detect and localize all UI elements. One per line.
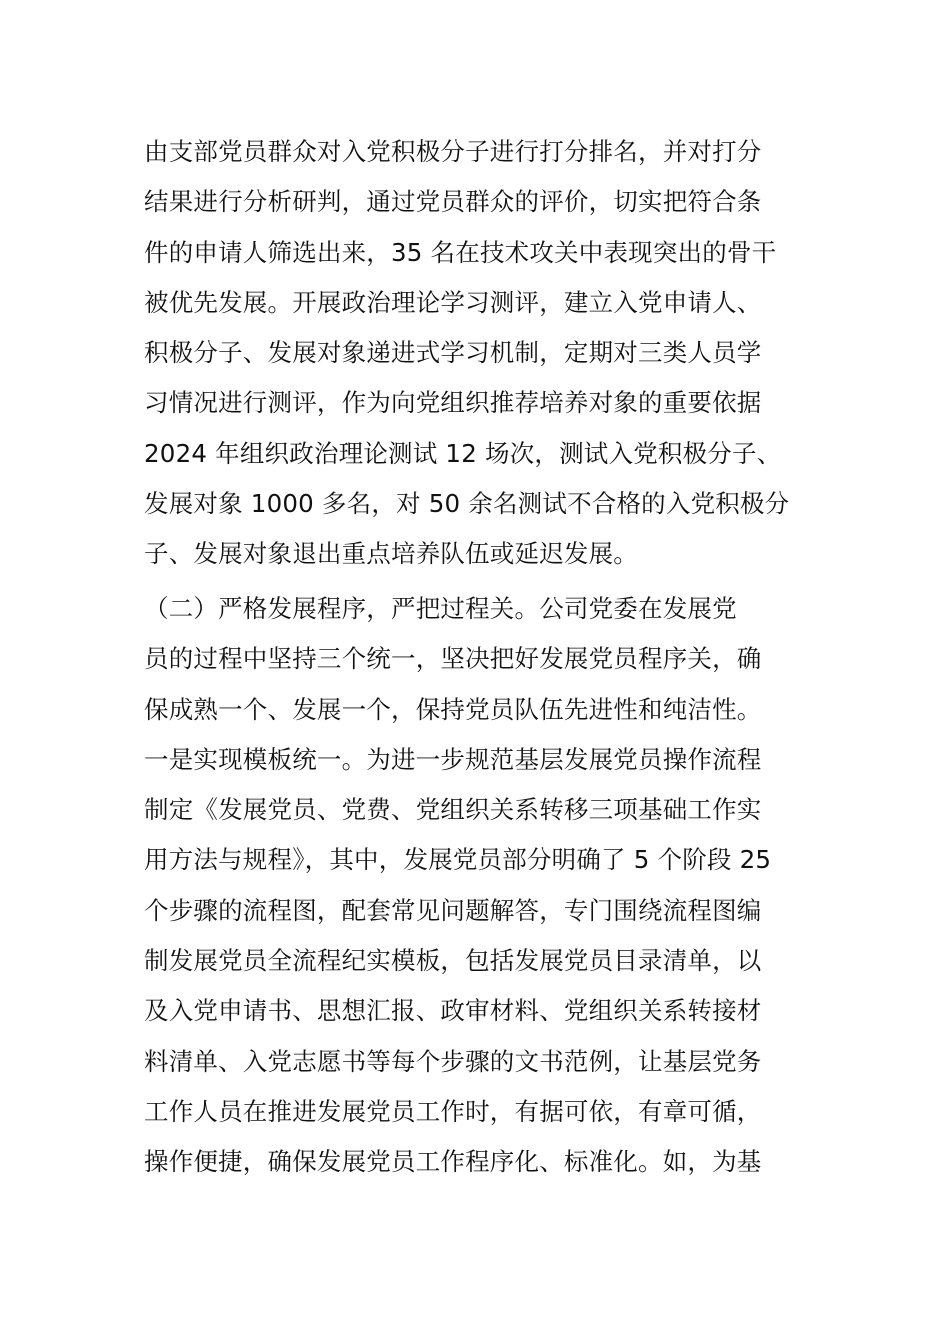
paragraph-2-line: 工作人员在推进发展党员工作时，有据可依，有章可循， xyxy=(144,1096,762,1126)
paragraph-1-line: 被优先发展。开展政治理论学习测评，建立入党申请人、 xyxy=(144,287,762,317)
paragraph-1 xyxy=(144,127,824,580)
paragraph-2-line: 操作便捷，确保发展党员工作程序化、标准化。如，为基 xyxy=(144,1147,762,1177)
paragraph-2-heading-line: （二）严格发展程序，严把过程关。公司党委在发展党 xyxy=(144,594,737,623)
paragraph-1-line: 件的申请人筛选出来，35 名在技术攻关中表现突出的骨干 xyxy=(144,237,777,267)
paragraph-2 xyxy=(144,584,824,1188)
paragraph-2-line: 用方法与规程》，其中，发展党员部分明确了 5 个阶段 25 xyxy=(144,845,772,875)
paragraph-2-line: 员的过程中坚持三个统一，坚决把好发展党员程序关，确 xyxy=(144,644,762,674)
paragraph-1-line: 发展对象 1000 多名，对 50 余名测试不合格的入党积极分 xyxy=(144,489,790,519)
paragraph-2-line: 制定《发展党员、党费、党组织关系转移三项基础工作实 xyxy=(144,795,762,825)
paragraph-1-line: 由支部党员群众对入党积极分子进行打分排名，并对打分 xyxy=(144,137,762,166)
paragraph-1-line: 积极分子、发展对象递进式学习机制，定期对三类人员学 xyxy=(144,338,762,368)
paragraph-1-line: 子、发展对象退出重点培养队伍或延迟发展。 xyxy=(144,539,638,569)
paragraph-2-line: 一是实现模板统一。为进一步规范基层发展党员操作流程 xyxy=(144,744,762,774)
paragraph-2-line: 个步骤的流程图，配套常见问题解答，专门围绕流程图编 xyxy=(144,895,762,925)
paragraph-2-line: 及入党申请书、思想汇报、政审材料、党组织关系转接材 xyxy=(144,996,762,1026)
paragraph-1-line: 结果进行分析研判，通过党员群众的评价，切实把符合条 xyxy=(144,187,762,217)
paragraph-1-line: 2024 年组织政治理论测试 12 场次，测试入党积极分子、 xyxy=(144,438,782,468)
paragraph-2-line: 料清单、入党志愿书等每个步骤的文书范例，让基层党务 xyxy=(144,1046,762,1076)
paragraph-2-line: 保成熟一个、发展一个，保持党员队伍先进性和纯洁性。 xyxy=(144,694,762,724)
paragraph-2-line: 制发展党员全流程纪实模板，包括发展党员目录清单，以 xyxy=(144,946,762,976)
paragraph-1-line: 习情况进行测评，作为向党组织推荐培养对象的重要依据 xyxy=(144,388,762,418)
